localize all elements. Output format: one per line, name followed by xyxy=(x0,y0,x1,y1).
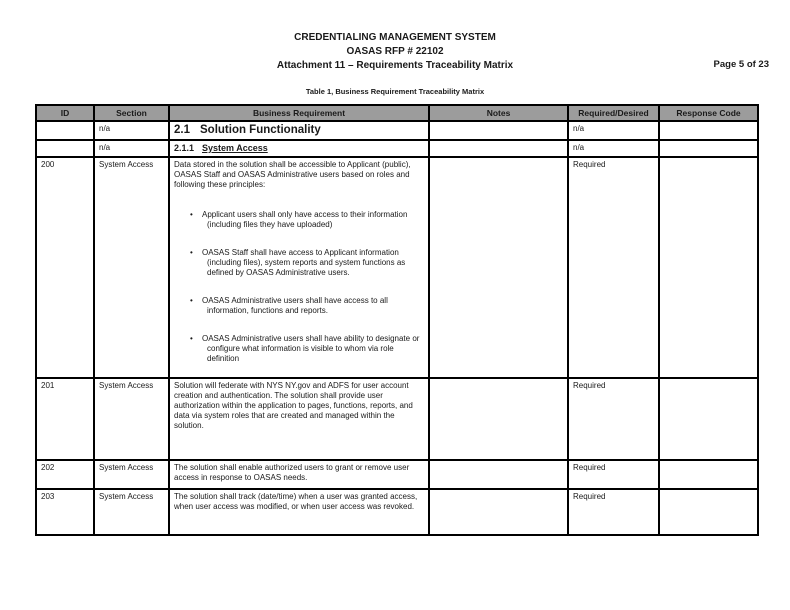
required-cell: Required xyxy=(568,378,659,460)
requirement-cell: The solution shall enable authorized users to grant or remove user access in response to OASAS needs. xyxy=(169,460,429,489)
requirement-bullet: • Applicant users shall only have access to their information (including files they have uploaded) xyxy=(174,210,424,230)
requirement-cell xyxy=(169,121,429,140)
notes-cell xyxy=(429,460,568,489)
requirement-cell: Solution will federate with NYS NY.gov and ADFS for user account creation and authentication. The solution shall provide user authorization within the application to pages, functions, reports, and data via system roles that are created and managed within the solution. xyxy=(169,378,429,460)
attachment-title: Attachment 11 – Requirements Traceability Matrix xyxy=(276,60,514,71)
requirement-cell: The solution shall track (date/time) when a user was granted access, when user access was modified, or when user access was revoked. xyxy=(169,489,429,535)
section-number: 2.1 xyxy=(174,124,190,136)
col-header-id: ID xyxy=(36,105,94,121)
section-number: 2.1.1 xyxy=(174,143,195,153)
requirement-bullet: • OASAS Staff shall have access to Applicant information (including files), system reports and system functions as defined by OASAS Administrative users. xyxy=(174,248,424,278)
requirement-bullet: • OASAS Administrative users shall have access to all information, functions and reports. xyxy=(174,296,424,316)
col-header-business-requirement: Business Requirement xyxy=(169,105,429,121)
required-cell: n/a xyxy=(568,140,659,157)
page-number: Page 5 of 23 xyxy=(713,59,769,70)
response-code-cell xyxy=(659,378,758,460)
table-header-row xyxy=(36,105,758,121)
id-cell: 201 xyxy=(36,378,94,460)
requirement-row-201 xyxy=(36,378,758,460)
section-title: Solution Functionality xyxy=(200,124,321,136)
document-header xyxy=(0,31,790,73)
notes-cell xyxy=(429,140,568,157)
col-header-response-code: Response Code xyxy=(659,105,758,121)
required-cell: Required xyxy=(568,460,659,489)
notes-cell xyxy=(429,489,568,535)
requirement-row-200 xyxy=(36,157,758,378)
response-code-cell xyxy=(659,157,758,378)
requirement-row-202 xyxy=(36,460,758,489)
section-title: System Access xyxy=(202,143,268,153)
required-cell: Required xyxy=(568,489,659,535)
requirements-table xyxy=(35,104,759,536)
section-cell: System Access xyxy=(94,378,169,460)
id-cell xyxy=(36,121,94,140)
requirement-cell xyxy=(169,157,429,378)
col-header-required-desired: Required/Desired xyxy=(568,105,659,121)
notes-cell xyxy=(429,157,568,378)
required-cell: Required xyxy=(568,157,659,378)
notes-cell xyxy=(429,378,568,460)
id-cell xyxy=(36,140,94,157)
col-header-section: Section xyxy=(94,105,169,121)
section-row-2-1 xyxy=(36,121,758,140)
required-cell: n/a xyxy=(568,121,659,140)
notes-cell xyxy=(429,121,568,140)
response-code-cell xyxy=(659,140,758,157)
response-code-cell xyxy=(659,489,758,535)
id-cell: 203 xyxy=(36,489,94,535)
requirement-intro: Data stored in the solution shall be accessible to Applicant (public), OASAS Staff and OASAS Administrative users based on roles and following these principles: xyxy=(174,160,411,189)
col-header-notes: Notes xyxy=(429,105,568,121)
section-cell: System Access xyxy=(94,489,169,535)
response-code-cell xyxy=(659,121,758,140)
section-row-2-1-1 xyxy=(36,140,758,157)
id-cell: 200 xyxy=(36,157,94,378)
requirement-bullet: • OASAS Administrative users shall have ability to designate or configure what information is visible to whom via role definition xyxy=(174,334,424,364)
requirement-cell xyxy=(169,140,429,157)
section-cell: n/a xyxy=(94,121,169,140)
response-code-cell xyxy=(659,460,758,489)
section-cell: System Access xyxy=(94,460,169,489)
section-cell: n/a xyxy=(94,140,169,157)
requirement-row-203 xyxy=(36,489,758,535)
table-caption: Table 1, Business Requirement Traceability Matrix xyxy=(305,87,485,96)
id-cell: 202 xyxy=(36,460,94,489)
rfp-number: OASAS RFP # 22102 xyxy=(346,46,444,57)
section-cell: System Access xyxy=(94,157,169,378)
document-title: CREDENTIALING MANAGEMENT SYSTEM xyxy=(294,32,496,43)
